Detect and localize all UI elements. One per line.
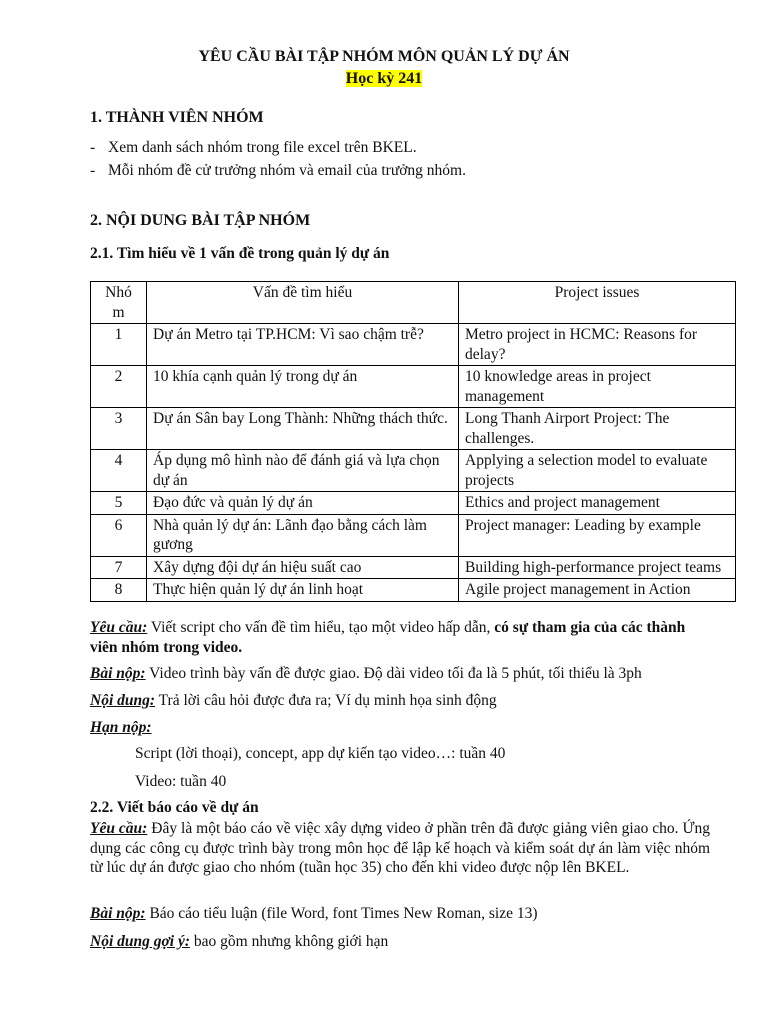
requirement-text: Viết script cho vấn đề tìm hiểu, tạo một video hấp dẫn, <box>147 619 495 636</box>
deadline-video: Video: tuần 40 <box>135 773 227 790</box>
issue-en: Project manager: Leading by example <box>459 514 736 556</box>
issue-en: Ethics and project management <box>459 492 736 515</box>
header-group: Nhó m <box>91 282 147 324</box>
issue-vi: Nhà quản lý dự án: Lãnh đạo bằng cách làm gương <box>147 514 459 556</box>
bullet-text: Xem danh sách nhóm trong file excel trên BKEL. <box>108 139 417 156</box>
issue-en: Applying a selection model to evaluate projects <box>459 450 736 492</box>
report-suggested-content <box>90 932 710 952</box>
issue-en: Agile project management in Action <box>459 579 736 602</box>
issue-vi: Dự án Sân bay Long Thành: Những thách thức. <box>147 408 459 450</box>
group-number: 7 <box>91 556 147 579</box>
semester-label <box>0 70 768 88</box>
submission-text: Báo cáo tiểu luận (file Word, font Times New Roman, size 13) <box>145 905 538 922</box>
issue-vi: Xây dựng đội dự án hiệu suất cao <box>147 556 459 579</box>
submission-text: Video trình bày vấn đề được giao. Độ dài video tối đa là 5 phút, tối thiểu là 3ph <box>145 665 642 682</box>
section2-heading: 2. NỘI DUNG BÀI TẬP NHÓM <box>90 212 311 229</box>
table-row <box>91 324 736 366</box>
submission-label: Bài nộp: <box>90 905 146 922</box>
group-number: 4 <box>91 450 147 492</box>
table-header-row <box>91 282 736 324</box>
document-title: YÊU CẦU BÀI TẬP NHÓM MÔN QUẢN LÝ DỰ ÁN <box>198 48 570 65</box>
requirement-bold-text: có sự tham gia của các thành viên nhóm trong video. <box>90 619 686 656</box>
suggested-content-text: bao gồm nhưng không giới hạn <box>190 933 389 950</box>
requirement-text: Đây là một báo cáo về việc xây dựng video ở phần trên đã được giảng viên giao cho. Ứng dụng các công cụ được trình bày trong môn học để lập kế hoạch và kiểm soát dự án làm việc nhóm từ lúc dự án được giao cho nhóm (tuần học 35) cho đến khi video được nộp lên BKEL. <box>90 820 710 876</box>
issue-vi: Áp dụng mô hình nào để đánh giá và lựa chọn dự án <box>147 450 459 492</box>
table-row <box>91 556 736 579</box>
issue-en: Building high-performance project teams <box>459 556 736 579</box>
issue-en: Long Thanh Airport Project: The challenges. <box>459 408 736 450</box>
deadline-script: Script (lời thoại), concept, app dự kiến tạo video…: tuần 40 <box>135 745 506 762</box>
content-text: Trả lời câu hỏi được đưa ra; Ví dụ minh họa sinh động <box>155 692 497 709</box>
table-row <box>91 579 736 602</box>
bullet-text: Mỗi nhóm đề cử trưởng nhóm và email của trưởng nhóm. <box>108 162 466 179</box>
requirement-label: Yêu cầu: <box>90 619 148 636</box>
group-number: 6 <box>91 514 147 556</box>
table-row <box>91 366 736 408</box>
bullet-item: - Xem danh sách nhóm trong file excel trên BKEL. <box>90 139 417 156</box>
header-issue-vi: Vấn đề tìm hiểu <box>147 282 459 324</box>
group-number: 3 <box>91 408 147 450</box>
group-number: 2 <box>91 366 147 408</box>
group-number: 1 <box>91 324 147 366</box>
semester-highlight: Học kỳ 241 <box>345 70 423 87</box>
video-content <box>90 691 710 711</box>
subsection-heading: 2.2. Viết báo cáo về dự án <box>90 799 259 816</box>
group-number: 5 <box>91 492 147 515</box>
video-submission <box>90 664 710 684</box>
section1-heading: 1. THÀNH VIÊN NHÓM <box>90 109 264 126</box>
issue-vi: 10 khía cạnh quản lý trong dự án <box>147 366 459 408</box>
submission-label: Bài nộp: <box>90 665 146 682</box>
report-submission <box>90 904 710 924</box>
subsection-heading: 2.1. Tìm hiểu về 1 vấn đề trong quản lý dự án <box>90 245 390 262</box>
deadline <box>90 718 710 738</box>
header-issue-en: Project issues <box>459 282 736 324</box>
group-number: 8 <box>91 579 147 602</box>
table-row <box>91 450 736 492</box>
bullet-item: - Mỗi nhóm đề cử trưởng nhóm và email của trưởng nhóm. <box>90 162 466 179</box>
issue-vi: Đạo đức và quản lý dự án <box>147 492 459 515</box>
issue-en: 10 knowledge areas in project management <box>459 366 736 408</box>
issue-vi: Thực hiện quản lý dự án linh hoạt <box>147 579 459 602</box>
content-label: Nội dung: <box>90 692 156 709</box>
table-row <box>91 514 736 556</box>
issue-vi: Dự án Metro tại TP.HCM: Vì sao chậm trễ? <box>147 324 459 366</box>
video-requirement <box>90 618 710 657</box>
table-row <box>91 408 736 450</box>
deadline-label: Hạn nộp: <box>90 719 152 736</box>
requirement-label: Yêu cầu: <box>90 820 148 837</box>
issue-en: Metro project in HCMC: Reasons for delay? <box>459 324 736 366</box>
table-row <box>91 492 736 515</box>
report-requirement <box>90 819 710 878</box>
topics-table <box>90 281 736 602</box>
suggested-content-label: Nội dung gợi ý: <box>90 933 191 950</box>
